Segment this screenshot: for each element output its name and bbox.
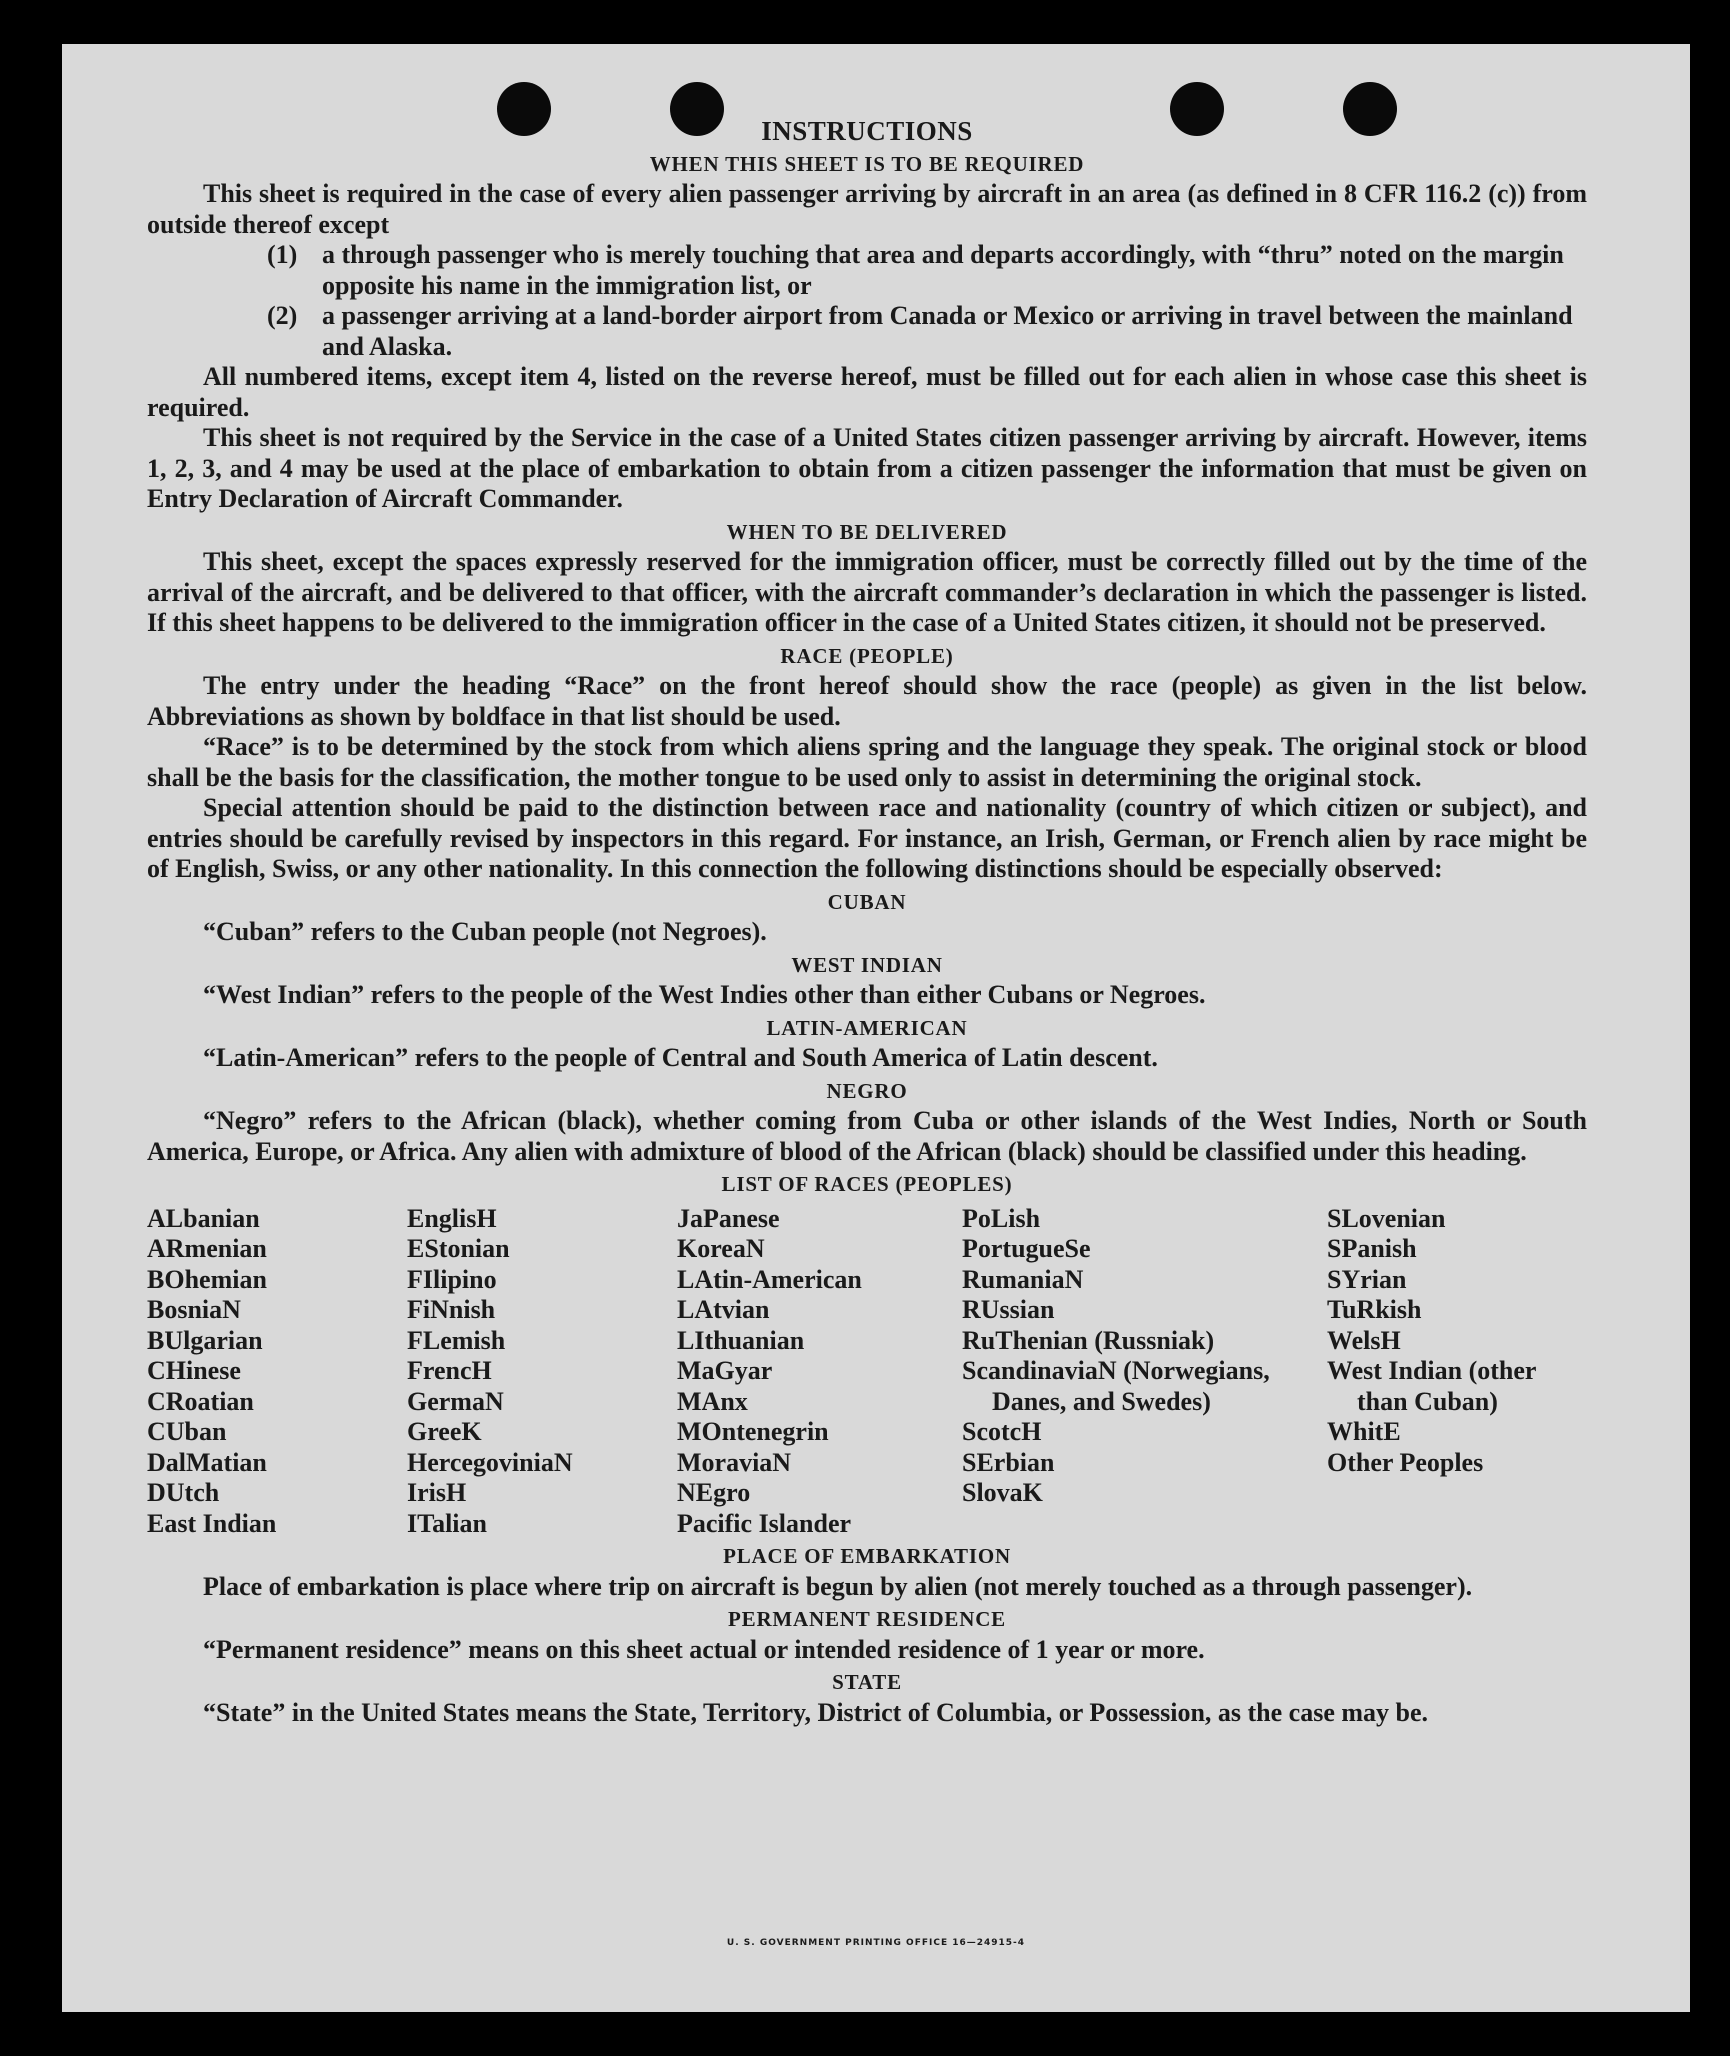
race-item: ScandinaviaN (Norwegians, Danes, and Swedes) [962,1356,1270,1416]
race-item: IrisH [407,1478,467,1507]
race-item: FLemish [407,1325,506,1355]
item-number: (1) [267,240,298,269]
race-item: DalMatian [147,1447,267,1477]
paragraph: Special attention should be paid to the distinction between race and nationality (country of which citizen or subject), and entries should be carefully revised by inspectors in this regard. For instance, an Irish, German, or French alien by race might be of English, Swiss, or any other nationality. In this connection the following distinctions should be especially observed: [147,793,1587,883]
race-item: RuThenian (Russniak) [962,1325,1215,1355]
paragraph: This sheet is not required by the Service in the case of a United States citizen passenger arriving by aircraft. However, items 1, 2, 3, and 4 may be used at the place of embarkation to obtain from a citizen passenger the information that must be given on Entry Declaration of Aircraft Commander. [147,423,1587,513]
item-text: a through passenger who is merely touching that area and departs accordingly, with “thru” noted on the margin opposite his name in the immigration list, or [322,240,1564,300]
race-column [962,1204,1327,1540]
race-item: LAtin-American [677,1264,862,1294]
race-column [147,1204,407,1540]
race-item: West Indian (other than Cuban) [1327,1356,1536,1416]
race-item: PortugueSe [962,1234,1091,1263]
race-item: CUban [147,1417,227,1446]
race-item: GermaN [407,1386,504,1416]
race-item: DUtch [147,1478,220,1507]
race-item: East Indian [147,1508,277,1538]
race-item: NEgro [677,1478,751,1507]
race-item: CHinese [147,1356,241,1385]
paragraph: “State” in the United States means the State, Territory, District of Columbia, or Possession, as the case may be. [203,1697,1429,1727]
section-heading: LIST OF RACES (PEOPLES) [721,1172,1013,1196]
race-list [147,1204,1587,1540]
section-heading: PERMANENT RESIDENCE [728,1607,1006,1631]
race-item: ALbanian [147,1203,260,1233]
numbered-item [267,240,1587,301]
race-item: EStonian [407,1234,510,1263]
race-item: HercegoviniaN [407,1447,573,1477]
paragraph: “Negro” refers to the African (black), whether coming from Cuba or other islands of the West Indies, North or South America, Europe, or Africa. Any alien with admixture of blood of the African (black) should be classified under this heading. [147,1106,1587,1166]
race-column [677,1204,962,1540]
paragraph: “Latin-American” refers to the people of Central and South America of Latin descent. [203,1043,1158,1072]
race-item: MAnx [677,1386,748,1416]
section-heading: LATIN-AMERICAN [766,1015,968,1040]
race-item: SLovenian [1327,1203,1446,1233]
race-item: RumaniaN [962,1264,1084,1294]
numbered-item [267,301,1587,362]
race-item: LIthuanian [677,1325,805,1355]
race-item: GreeK [407,1417,482,1446]
race-item: TuRkish [1327,1295,1422,1324]
race-item: PoLish [962,1203,1041,1233]
race-item: Pacific Islander [677,1508,852,1538]
section-heading: WHEN TO BE DELIVERED [726,519,1008,544]
race-column [407,1204,677,1540]
paragraph: “Cuban” refers to the Cuban people (not Negroes). [203,917,767,946]
section-heading: RACE (PEOPLE) [780,643,954,668]
paragraph: “West Indian” refers to the people of the West Indies other than either Cubans or Negroes. [203,980,1206,1009]
section-heading: STATE [832,1670,902,1694]
race-item: WelsH [1327,1325,1401,1355]
paragraph: All numbered items, except item 4, listed on the reverse hereof, must be filled out for each alien in whose case this sheet is required. [147,362,1587,422]
race-item: ScotcH [962,1417,1042,1446]
item-text: a passenger arriving at a land-border airport from Canada or Mexico or arriving in travel between the mainland and Alaska. [322,301,1573,361]
section-heading: CUBAN [827,889,907,914]
section-heading: WEST INDIAN [791,952,943,977]
paragraph: The entry under the heading “Race” on the front hereof should show the race (people) as given in the list below. Abbreviations as shown by boldface in that list should be used. [147,671,1587,731]
race-column [1327,1204,1587,1540]
section-heading: PLACE OF EMBARKATION [723,1544,1011,1568]
race-item: LAtvian [677,1295,770,1324]
race-item: BOhemian [147,1264,267,1294]
section-heading: NEGRO [826,1078,908,1103]
race-item: KoreaN [677,1234,765,1263]
paragraph: “Permanent residence” means on this sheet actual or intended residence of 1 year or more. [203,1634,1205,1664]
race-item: CRoatian [147,1386,254,1416]
document-sheet [62,44,1690,2012]
race-item: MaGyar [677,1356,773,1385]
race-item: SYrian [1327,1264,1407,1294]
race-item: RUssian [962,1295,1055,1324]
instructions-body [147,116,1587,1728]
race-item: MOntenegrin [677,1417,829,1446]
race-item: SPanish [1327,1234,1417,1263]
race-item: EnglisH [407,1203,497,1233]
race-item: MoraviaN [677,1447,792,1477]
paragraph: Place of embarkation is place where trip on aircraft is begun by alien (not merely touched as a through passenger). [203,1571,1473,1601]
race-item: FiNnish [407,1295,496,1324]
race-item: FrencH [407,1356,492,1385]
paragraph: This sheet is required in the case of every alien passenger arriving by aircraft in an area (as defined in 8 CFR 116.2 (c)) from outside thereof except [147,179,1587,239]
race-item: ARmenian [147,1234,267,1263]
item-number: (2) [267,301,298,330]
paragraph: “Race” is to be determined by the stock from which aliens spring and the language they speak. The original stock or blood shall be the basis for the classification, the mother tongue to be used only to assist in determining the original stock. [147,732,1587,792]
race-item: BosniaN [147,1295,241,1324]
race-item: WhitE [1327,1417,1401,1446]
paragraph: This sheet, except the spaces expressly reserved for the immigration officer, must be correctly filled out by the time of the arrival of the aircraft, and be delivered to that officer, with the aircraft commander’s declaration in which the passenger is listed. If this sheet happens to be delivered to the immigration officer in the case of a United States citizen, it should not be preserved. [147,547,1587,637]
section-heading: WHEN THIS SHEET IS TO BE REQUIRED [649,151,1085,176]
race-item: FIlipino [407,1264,497,1294]
race-item: BUlgarian [147,1325,263,1355]
race-item: JaPanese [677,1203,780,1233]
race-item: Other Peoples [1327,1447,1484,1477]
printer-imprint: U. S. GOVERNMENT PRINTING OFFICE 16—24915-4 [726,1938,1026,1948]
race-item: SErbian [962,1447,1055,1477]
race-item: ITalian [407,1508,487,1538]
page-title: INSTRUCTIONS [761,116,973,146]
race-item: SlovaK [962,1478,1043,1507]
